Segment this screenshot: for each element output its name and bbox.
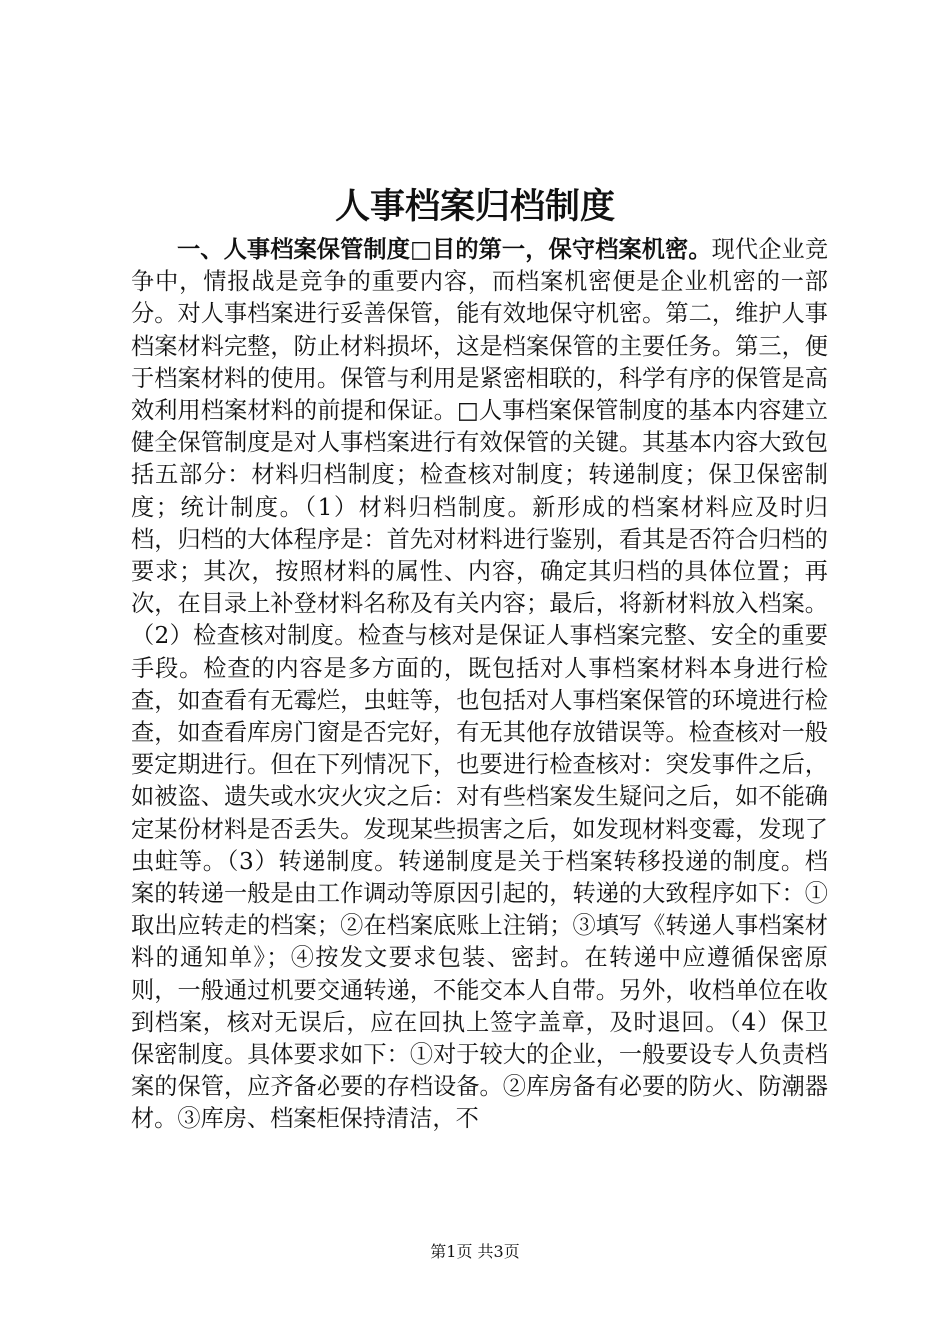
- body-text: 现代企业竞争中，情报战是竞争的重要内容，而档案机密便是企业机密的一部分。对人事档案进行妥善保管，能有效地保守机密。第二，维护人事档案材料完整，防止材料损坏，这是档案保管的主要任务。第三，便于档案材料的使用。保管与利用是紧密相联的，科学有序的保管是高效利用档案材料的前提和保证。□人事档案保管制度的基本内容建立健全保管制度是对人事档案进行有效保管的关键。其基本内容大致包括五部分：材料归档制度；检查核对制度；转递制度；保卫保密制度；统计制度。（1）材料归档制度。新形成的档案材料应及时归档，归档的大体程序是：首先对材料进行鉴别，看其是否符合归档的要求；其次，按照材料的属性、内容，确定其归档的具体位置；再次，在目录上补登材料名称及有关内容；最后，将新材料放入档案。（2）检查核对制度。检查与核对是保证人事档案完整、安全的重要手段。检查的内容是多方面的，既包括对人事档案材料本身进行检查，如查看有无霉烂，虫蛀等，也包括对人事档案保管的环境进行检查，如查看库房门窗是否完好，有无其他存放错误等。检查核对一般要定期进行。但在下列情况下，也要进行检查核对：突发事件之后，如被盗、遗失或水灾火灾之后：对有些档案发生疑问之后，如不能确定某份材料是否丢失。发现某些损害之后，如发现材料变霉，发现了虫蛀等。（3）转递制度。转递制度是关于档案转移投递的制度。档案的转递一般是由工作调动等原因引起的，转递的大致程序如下：①取出应转走的档案；②在档案底账上注销；③填写《转递人事档案材料的通知单》；④按发文要求包装、密封。在转递中应遵循保密原则，一般通过机要交通转递，不能交本人自带。另外，收档单位在收到档案，核对无误后，应在回执上签字盖章，及时退回。（4）保卫保密制度。具体要求如下：①对于较大的企业，一般要设专人负责档案的保管，应齐备必要的存档设备。②库房备有必要的防火、防潮器材。③库房、档案柜保持清洁，不: [131, 236, 829, 1133]
- section-lead: 一、人事档案保管制度□目的第一，保守档案机密。: [177, 236, 712, 263]
- document-title: 人事档案归档制度: [334, 186, 615, 227]
- page-footer: 第1页 共3页: [430, 1242, 520, 1261]
- document-body: [131, 234, 828, 1136]
